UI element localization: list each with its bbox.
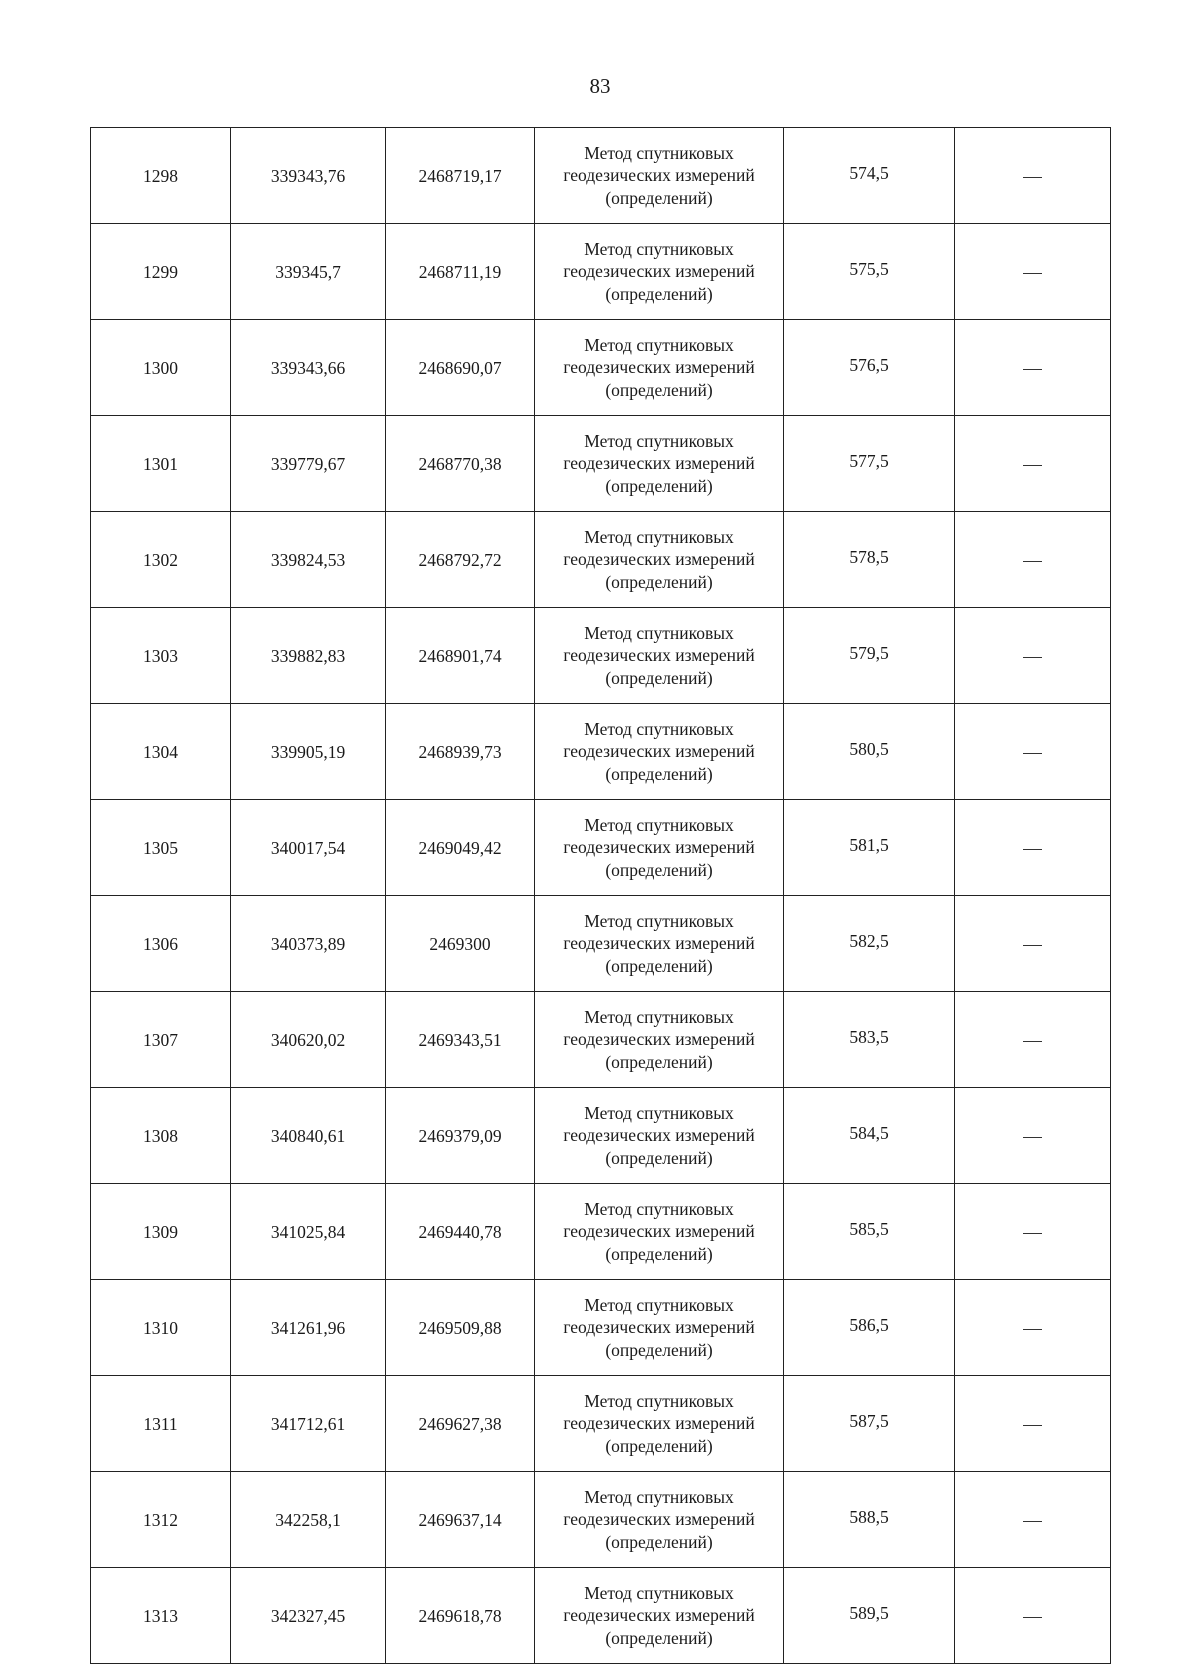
point-number-cell: 1298 bbox=[91, 128, 231, 224]
note-cell bbox=[955, 704, 1111, 800]
y-coordinate-cell: 2468792,72 bbox=[386, 512, 535, 608]
point-number-cell: 1307 bbox=[91, 992, 231, 1088]
table-row bbox=[91, 800, 1111, 896]
method-cell bbox=[535, 896, 784, 992]
note-cell bbox=[955, 608, 1111, 704]
method-cell bbox=[535, 1472, 784, 1568]
dash-mark bbox=[1023, 1329, 1042, 1330]
dash-mark bbox=[1023, 369, 1042, 370]
dash-mark bbox=[1023, 1521, 1042, 1522]
note-cell bbox=[955, 1088, 1111, 1184]
x-coordinate-cell: 342327,45 bbox=[231, 1568, 386, 1664]
x-coordinate-cell: 339343,66 bbox=[231, 320, 386, 416]
method-line: Метод спутниковых bbox=[584, 334, 734, 355]
y-coordinate-cell: 2468770,38 bbox=[386, 416, 535, 512]
point-number-cell: 1310 bbox=[91, 1280, 231, 1376]
method-line: Метод спутниковых bbox=[584, 238, 734, 259]
point-number-cell: 1301 bbox=[91, 416, 231, 512]
method-line: (определений) bbox=[605, 187, 713, 208]
point-number-cell: 1305 bbox=[91, 800, 231, 896]
note-cell bbox=[955, 1568, 1111, 1664]
accuracy-value-cell: 580,5 bbox=[784, 704, 955, 800]
method-line: (определений) bbox=[605, 1435, 713, 1456]
method-cell bbox=[535, 1184, 784, 1280]
dash-mark bbox=[1023, 753, 1042, 754]
method-cell bbox=[535, 224, 784, 320]
table-row bbox=[91, 128, 1111, 224]
note-cell bbox=[955, 224, 1111, 320]
note-cell bbox=[955, 1376, 1111, 1472]
method-line: геодезических измерений bbox=[563, 261, 755, 282]
dash-mark bbox=[1023, 657, 1042, 658]
y-coordinate-cell: 2468711,19 bbox=[386, 224, 535, 320]
note-cell bbox=[955, 512, 1111, 608]
method-line: геодезических измерений bbox=[563, 933, 755, 954]
x-coordinate-cell: 340373,89 bbox=[231, 896, 386, 992]
method-line: (определений) bbox=[605, 763, 713, 784]
dash-mark bbox=[1023, 561, 1042, 562]
method-line: Метод спутниковых bbox=[584, 1198, 734, 1219]
dash-mark bbox=[1023, 1617, 1042, 1618]
note-cell bbox=[955, 800, 1111, 896]
x-coordinate-cell: 339779,67 bbox=[231, 416, 386, 512]
method-cell bbox=[535, 1376, 784, 1472]
method-line: геодезических измерений bbox=[563, 1413, 755, 1434]
table-row bbox=[91, 1280, 1111, 1376]
note-cell bbox=[955, 416, 1111, 512]
method-cell bbox=[535, 1088, 784, 1184]
accuracy-value-cell: 585,5 bbox=[784, 1184, 955, 1280]
y-coordinate-cell: 2469618,78 bbox=[386, 1568, 535, 1664]
note-cell bbox=[955, 1280, 1111, 1376]
table-row bbox=[91, 1568, 1111, 1664]
method-line: (определений) bbox=[605, 1051, 713, 1072]
method-line: геодезических измерений bbox=[563, 837, 755, 858]
table-row bbox=[91, 992, 1111, 1088]
note-cell bbox=[955, 320, 1111, 416]
table-row bbox=[91, 1472, 1111, 1568]
accuracy-value-cell: 579,5 bbox=[784, 608, 955, 704]
method-line: геодезических измерений bbox=[563, 1029, 755, 1050]
method-line: Метод спутниковых bbox=[584, 718, 734, 739]
y-coordinate-cell: 2468901,74 bbox=[386, 608, 535, 704]
method-line: Метод спутниковых bbox=[584, 142, 734, 163]
method-line: (определений) bbox=[605, 379, 713, 400]
accuracy-value-cell: 581,5 bbox=[784, 800, 955, 896]
table-row bbox=[91, 1184, 1111, 1280]
y-coordinate-cell: 2468719,17 bbox=[386, 128, 535, 224]
coordinates-table bbox=[90, 127, 1111, 1664]
point-number-cell: 1303 bbox=[91, 608, 231, 704]
method-line: (определений) bbox=[605, 667, 713, 688]
note-cell bbox=[955, 128, 1111, 224]
method-cell bbox=[535, 992, 784, 1088]
x-coordinate-cell: 339345,7 bbox=[231, 224, 386, 320]
method-line: Метод спутниковых bbox=[584, 814, 734, 835]
method-cell bbox=[535, 1280, 784, 1376]
x-coordinate-cell: 339905,19 bbox=[231, 704, 386, 800]
dash-mark bbox=[1023, 1137, 1042, 1138]
point-number-cell: 1309 bbox=[91, 1184, 231, 1280]
method-line: Метод спутниковых bbox=[584, 1486, 734, 1507]
x-coordinate-cell: 340017,54 bbox=[231, 800, 386, 896]
method-cell bbox=[535, 800, 784, 896]
method-line: (определений) bbox=[605, 1243, 713, 1264]
note-cell bbox=[955, 1184, 1111, 1280]
accuracy-value-cell: 586,5 bbox=[784, 1280, 955, 1376]
y-coordinate-cell: 2469300 bbox=[386, 896, 535, 992]
accuracy-value-cell: 576,5 bbox=[784, 320, 955, 416]
table-row bbox=[91, 416, 1111, 512]
method-cell bbox=[535, 128, 784, 224]
method-line: геодезических измерений bbox=[563, 165, 755, 186]
accuracy-value-cell: 574,5 bbox=[784, 128, 955, 224]
method-line: (определений) bbox=[605, 283, 713, 304]
method-line: (определений) bbox=[605, 1531, 713, 1552]
y-coordinate-cell: 2468939,73 bbox=[386, 704, 535, 800]
point-number-cell: 1311 bbox=[91, 1376, 231, 1472]
dash-mark bbox=[1023, 849, 1042, 850]
y-coordinate-cell: 2469379,09 bbox=[386, 1088, 535, 1184]
method-cell bbox=[535, 608, 784, 704]
method-line: Метод спутниковых bbox=[584, 1006, 734, 1027]
method-line: геодезических измерений bbox=[563, 1221, 755, 1242]
method-cell bbox=[535, 416, 784, 512]
method-line: Метод спутниковых bbox=[584, 1390, 734, 1411]
table-row bbox=[91, 704, 1111, 800]
point-number-cell: 1304 bbox=[91, 704, 231, 800]
table-row bbox=[91, 608, 1111, 704]
note-cell bbox=[955, 992, 1111, 1088]
accuracy-value-cell: 587,5 bbox=[784, 1376, 955, 1472]
method-line: (определений) bbox=[605, 1339, 713, 1360]
accuracy-value-cell: 588,5 bbox=[784, 1472, 955, 1568]
y-coordinate-cell: 2468690,07 bbox=[386, 320, 535, 416]
accuracy-value-cell: 578,5 bbox=[784, 512, 955, 608]
method-line: геодезических измерений bbox=[563, 1605, 755, 1626]
method-line: геодезических измерений bbox=[563, 549, 755, 570]
x-coordinate-cell: 341025,84 bbox=[231, 1184, 386, 1280]
note-cell bbox=[955, 896, 1111, 992]
x-coordinate-cell: 342258,1 bbox=[231, 1472, 386, 1568]
method-cell bbox=[535, 704, 784, 800]
dash-mark bbox=[1023, 1233, 1042, 1234]
table-row bbox=[91, 1088, 1111, 1184]
x-coordinate-cell: 340840,61 bbox=[231, 1088, 386, 1184]
method-line: Метод спутниковых bbox=[584, 1582, 734, 1603]
dash-mark bbox=[1023, 1041, 1042, 1042]
x-coordinate-cell: 339824,53 bbox=[231, 512, 386, 608]
table-row bbox=[91, 224, 1111, 320]
method-cell bbox=[535, 320, 784, 416]
method-line: геодезических измерений bbox=[563, 741, 755, 762]
method-line: геодезических измерений bbox=[563, 1125, 755, 1146]
point-number-cell: 1300 bbox=[91, 320, 231, 416]
method-line: (определений) bbox=[605, 859, 713, 880]
table-row bbox=[91, 320, 1111, 416]
accuracy-value-cell: 577,5 bbox=[784, 416, 955, 512]
method-line: геодезических измерений bbox=[563, 357, 755, 378]
method-cell bbox=[535, 1568, 784, 1664]
note-cell bbox=[955, 1472, 1111, 1568]
method-cell bbox=[535, 512, 784, 608]
y-coordinate-cell: 2469049,42 bbox=[386, 800, 535, 896]
accuracy-value-cell: 575,5 bbox=[784, 224, 955, 320]
page-number: 83 bbox=[589, 74, 611, 98]
accuracy-value-cell: 582,5 bbox=[784, 896, 955, 992]
method-line: геодезических измерений bbox=[563, 1509, 755, 1530]
accuracy-value-cell: 589,5 bbox=[784, 1568, 955, 1664]
point-number-cell: 1312 bbox=[91, 1472, 231, 1568]
dash-mark bbox=[1023, 945, 1042, 946]
method-line: Метод спутниковых bbox=[584, 1102, 734, 1123]
method-line: Метод спутниковых bbox=[584, 430, 734, 451]
y-coordinate-cell: 2469343,51 bbox=[386, 992, 535, 1088]
dash-mark bbox=[1023, 177, 1042, 178]
method-line: Метод спутниковых bbox=[584, 1294, 734, 1315]
table-row bbox=[91, 512, 1111, 608]
method-line: (определений) bbox=[605, 571, 713, 592]
point-number-cell: 1313 bbox=[91, 1568, 231, 1664]
point-number-cell: 1308 bbox=[91, 1088, 231, 1184]
point-number-cell: 1302 bbox=[91, 512, 231, 608]
x-coordinate-cell: 339882,83 bbox=[231, 608, 386, 704]
y-coordinate-cell: 2469440,78 bbox=[386, 1184, 535, 1280]
method-line: геодезических измерений bbox=[563, 453, 755, 474]
point-number-cell: 1299 bbox=[91, 224, 231, 320]
dash-mark bbox=[1023, 465, 1042, 466]
table-row bbox=[91, 1376, 1111, 1472]
y-coordinate-cell: 2469509,88 bbox=[386, 1280, 535, 1376]
table-row bbox=[91, 896, 1111, 992]
x-coordinate-cell: 339343,76 bbox=[231, 128, 386, 224]
method-line: Метод спутниковых bbox=[584, 526, 734, 547]
x-coordinate-cell: 341712,61 bbox=[231, 1376, 386, 1472]
y-coordinate-cell: 2469627,38 bbox=[386, 1376, 535, 1472]
method-line: (определений) bbox=[605, 1147, 713, 1168]
method-line: геодезических измерений bbox=[563, 1317, 755, 1338]
method-line: (определений) bbox=[605, 1627, 713, 1648]
method-line: геодезических измерений bbox=[563, 645, 755, 666]
accuracy-value-cell: 584,5 bbox=[784, 1088, 955, 1184]
dash-mark bbox=[1023, 1425, 1042, 1426]
x-coordinate-cell: 340620,02 bbox=[231, 992, 386, 1088]
method-line: (определений) bbox=[605, 955, 713, 976]
method-line: Метод спутниковых bbox=[584, 622, 734, 643]
method-line: Метод спутниковых bbox=[584, 910, 734, 931]
method-line: (определений) bbox=[605, 475, 713, 496]
y-coordinate-cell: 2469637,14 bbox=[386, 1472, 535, 1568]
dash-mark bbox=[1023, 273, 1042, 274]
point-number-cell: 1306 bbox=[91, 896, 231, 992]
table-body bbox=[91, 128, 1111, 1664]
accuracy-value-cell: 583,5 bbox=[784, 992, 955, 1088]
x-coordinate-cell: 341261,96 bbox=[231, 1280, 386, 1376]
